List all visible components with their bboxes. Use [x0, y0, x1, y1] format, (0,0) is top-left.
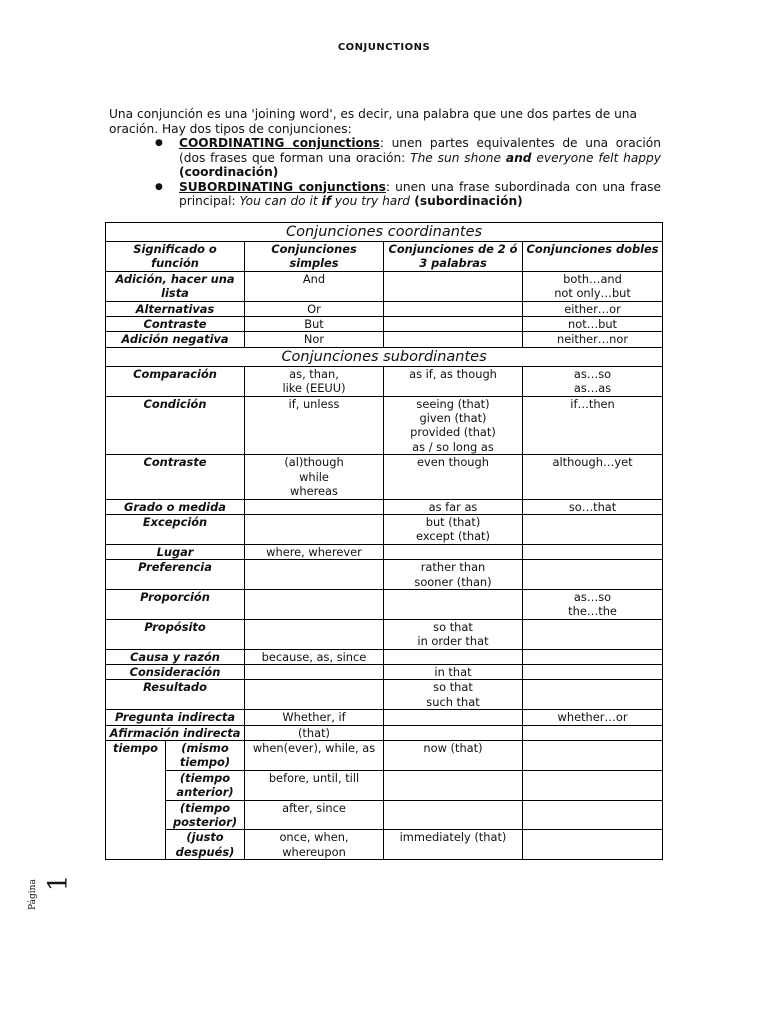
double-cell: not…but	[523, 317, 663, 332]
table-row	[106, 301, 663, 316]
multiword-cell	[384, 301, 523, 316]
time-subfunction-cell: (tiempo posterior)	[166, 800, 245, 830]
coordinating-description: : unen partes equivalentes de una oración (dos frases que forman una oración:	[179, 136, 661, 165]
subordinating-example-part1: You can do it	[239, 194, 322, 208]
table-row	[106, 589, 663, 619]
column-header-simple: Conjunciones simples	[245, 242, 384, 272]
table-row	[106, 455, 663, 499]
simple-cell: when(ever), while, as	[245, 741, 384, 771]
sub-section-heading: Conjunciones subordinantes	[106, 347, 663, 366]
coordinating-example-keyword: and	[505, 150, 532, 165]
subordinating-term: SUBORDINATING conjunctions	[179, 179, 386, 194]
simple-cell: before, until, till	[245, 770, 384, 800]
function-cell: Consideración	[106, 664, 245, 679]
multiword-cell: so that such that	[384, 680, 523, 710]
column-header-row	[106, 242, 663, 272]
table-row	[106, 332, 663, 347]
function-cell: Grado o medida	[106, 499, 245, 514]
multiword-cell: as if, as though	[384, 366, 523, 396]
function-cell: Adición negativa	[106, 332, 245, 347]
multiword-cell: now (that)	[384, 741, 523, 771]
table-row	[106, 560, 663, 590]
double-cell	[523, 741, 663, 771]
time-subfunction-cell: (justo después)	[166, 830, 245, 860]
double-cell: either…or	[523, 301, 663, 316]
function-cell: Excepción	[106, 514, 245, 544]
double-cell	[523, 544, 663, 559]
function-cell: Condición	[106, 396, 245, 455]
multiword-cell: in that	[384, 664, 523, 679]
simple-cell: after, since	[245, 800, 384, 830]
simple-cell: But	[245, 317, 384, 332]
table-row	[106, 680, 663, 710]
simple-cell	[245, 680, 384, 710]
double-cell: as…so as…as	[523, 366, 663, 396]
double-cell	[523, 800, 663, 830]
table-row	[106, 830, 663, 860]
multiword-cell	[384, 770, 523, 800]
multiword-cell	[384, 589, 523, 619]
coordinating-example-part1: The sun shone	[410, 150, 506, 165]
conjunctions-table	[105, 222, 663, 860]
double-cell	[523, 664, 663, 679]
page-title: CONJUNCTIONS	[337, 42, 431, 53]
subordinating-example-part2: you try hard	[331, 194, 411, 208]
table-row	[106, 664, 663, 679]
double-cell	[523, 649, 663, 664]
column-header-function: Significado o función	[106, 242, 245, 272]
multiword-cell	[384, 725, 523, 740]
simple-cell: once, when, whereupon	[245, 830, 384, 860]
double-cell: neither…nor	[523, 332, 663, 347]
simple-cell	[245, 619, 384, 649]
coord-heading-row	[106, 223, 663, 242]
simple-cell: And	[245, 271, 384, 301]
simple-cell	[245, 589, 384, 619]
column-header-double: Conjunciones dobles	[523, 242, 663, 272]
double-cell: as…so the…the	[523, 589, 663, 619]
table-row	[106, 396, 663, 455]
function-cell: Lugar	[106, 544, 245, 559]
multiword-cell: rather than sooner (than)	[384, 560, 523, 590]
table-row	[106, 271, 663, 301]
pagina-label: Página	[28, 879, 38, 910]
function-cell: Comparación	[106, 366, 245, 396]
table-row	[106, 514, 663, 544]
double-cell	[523, 514, 663, 544]
double-cell: both…and not only…but	[523, 271, 663, 301]
double-cell: whether…or	[523, 710, 663, 725]
time-subfunction-cell: (mismo tiempo)	[166, 741, 245, 771]
multiword-cell: immediately (that)	[384, 830, 523, 860]
intro-paragraph: Una conjunción es una 'joining word', es decir, una palabra que une dos partes de una oración. Hay dos tipos de conjunciones:	[109, 107, 637, 136]
table-row	[106, 741, 663, 771]
table-row	[106, 619, 663, 649]
function-cell: Afirmación indirecta	[106, 725, 245, 740]
function-cell: Alternativas	[106, 301, 245, 316]
function-cell: Contraste	[106, 317, 245, 332]
table-row	[106, 725, 663, 740]
coord-section-heading: Conjunciones coordinantes	[106, 223, 663, 242]
function-cell: Propósito	[106, 619, 245, 649]
simple-cell	[245, 499, 384, 514]
coordinating-example-part2: everyone felt happy	[531, 150, 661, 165]
simple-cell: where, wherever	[245, 544, 384, 559]
function-cell: Proporción	[106, 589, 245, 619]
page-number-footer	[28, 870, 96, 932]
function-cell: Preferencia	[106, 560, 245, 590]
simple-cell	[245, 560, 384, 590]
table-row	[106, 544, 663, 559]
table-row	[106, 499, 663, 514]
multiword-cell: seeing (that) given (that) provided (that) as / so long as	[384, 396, 523, 455]
multiword-cell	[384, 649, 523, 664]
simple-cell: as, than, like (EEUU)	[245, 366, 384, 396]
table-row	[106, 649, 663, 664]
intro-section	[109, 107, 661, 209]
subordinating-description: : unen una frase subordinada con una frase principal:	[179, 179, 661, 208]
page-number: 1	[43, 874, 74, 892]
simple-cell: (al)though while whereas	[245, 455, 384, 499]
list-item-coordinating	[179, 136, 661, 180]
multiword-cell	[384, 710, 523, 725]
function-cell: Causa y razón	[106, 649, 245, 664]
subordinating-tag: (subordinación)	[410, 194, 523, 208]
time-subfunction-cell: (tiempo anterior)	[166, 770, 245, 800]
multiword-cell: even though	[384, 455, 523, 499]
multiword-cell: so that in order that	[384, 619, 523, 649]
coordinating-term: COORDINATING conjunctions	[179, 136, 380, 150]
table-row	[106, 366, 663, 396]
simple-cell: because, as, since	[245, 649, 384, 664]
table-row	[106, 317, 663, 332]
simple-cell: (that)	[245, 725, 384, 740]
simple-cell: Whether, if	[245, 710, 384, 725]
simple-cell: Nor	[245, 332, 384, 347]
double-cell: so…that	[523, 499, 663, 514]
double-cell	[523, 830, 663, 860]
multiword-cell	[384, 544, 523, 559]
multiword-cell: but (that) except (that)	[384, 514, 523, 544]
column-header-multiword: Conjunciones de 2 ó 3 palabras	[384, 242, 523, 272]
subordinating-example-keyword: if	[321, 194, 332, 208]
table-row	[106, 710, 663, 725]
simple-cell	[245, 514, 384, 544]
double-cell: if…then	[523, 396, 663, 455]
multiword-cell	[384, 800, 523, 830]
sub-heading-row	[106, 347, 663, 366]
simple-cell	[245, 664, 384, 679]
simple-cell: Or	[245, 301, 384, 316]
function-cell: Adición, hacer una lista	[106, 271, 245, 301]
double-cell	[523, 619, 663, 649]
coordinating-tag: (coordinación)	[179, 165, 279, 179]
table-row	[106, 800, 663, 830]
multiword-cell	[384, 271, 523, 301]
function-cell: Contraste	[106, 455, 245, 499]
double-cell: although…yet	[523, 455, 663, 499]
double-cell	[523, 725, 663, 740]
simple-cell: if, unless	[245, 396, 384, 455]
double-cell	[523, 680, 663, 710]
double-cell	[523, 560, 663, 590]
multiword-cell: as far as	[384, 499, 523, 514]
table-row	[106, 770, 663, 800]
list-item-subordinating	[179, 180, 661, 209]
time-label-cell: tiempo	[106, 741, 166, 860]
function-cell: Pregunta indirecta	[106, 710, 245, 725]
multiword-cell	[384, 317, 523, 332]
function-cell: Resultado	[106, 680, 245, 710]
double-cell	[523, 770, 663, 800]
conjunction-types-list	[109, 136, 661, 209]
multiword-cell	[384, 332, 523, 347]
